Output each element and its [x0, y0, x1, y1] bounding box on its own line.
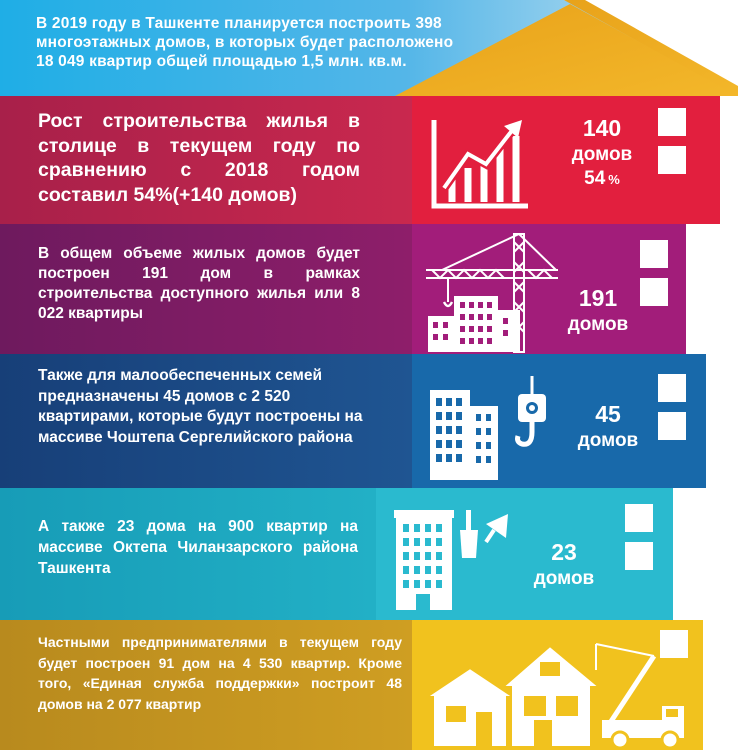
- band-lowincome-text: Также для малообеспеченных семей предназначены 45 домов с 2 520 квартирами, которые будут построены на массиве Чоштепа Сергелийского района: [38, 367, 363, 446]
- stat-unit: домов: [533, 567, 595, 589]
- band-growth: [0, 96, 720, 224]
- decor-square: [640, 240, 668, 268]
- decor-square: [658, 374, 686, 402]
- stat-number: 45: [595, 401, 621, 427]
- houses-crane-icon: [426, 640, 692, 750]
- band-growth-text: Рост строительства жилья в столице в текущем году по сравнению с 2018 годом составил 54%(+140 домов): [38, 110, 360, 206]
- stat-percent: 54 %: [584, 167, 620, 189]
- band-growth-stat: [556, 114, 648, 190]
- band-affordable-text: В общем объеме жилых домов будет построен 191 дом в рамках строительства доступного жилья или 8 022 квартиры: [38, 245, 360, 322]
- rising-chart-icon: [428, 118, 530, 212]
- building-tools-icon: [394, 506, 510, 610]
- stat-unit: домов: [571, 143, 633, 165]
- stat-unit: домов: [577, 429, 639, 451]
- band-oktepa: [0, 488, 673, 620]
- band-affordable-stat: [550, 284, 646, 337]
- stat-unit: домов: [567, 313, 629, 335]
- band-oktepa-stat: [516, 538, 612, 591]
- band-affordable: [0, 224, 686, 354]
- highrise-hook-icon: [426, 376, 548, 480]
- header-text: В 2019 году в Ташкенте планируется построить 398 многоэтажных домов, в которых будет расположено 18 049 квартир общей площадью 1,5 млн. кв.м.: [36, 15, 454, 70]
- band-lowincome: [0, 354, 706, 488]
- decor-square: [658, 146, 686, 174]
- stat-number: 191: [578, 285, 618, 311]
- decor-square: [640, 278, 668, 306]
- decor-square: [660, 630, 688, 658]
- stat-number: 23: [551, 539, 577, 565]
- stat-number: 140: [582, 115, 622, 141]
- decor-square: [658, 108, 686, 136]
- band-lowincome-stat: [568, 400, 648, 453]
- decor-square: [625, 542, 653, 570]
- band-oktepa-text: А также 23 дома на 900 квартир на массиве Октепа Чиланзарского района Ташкента: [38, 518, 358, 577]
- decor-square: [658, 412, 686, 440]
- band-private-text: Частными предпринимателями в текущем году будет построен 91 дом на 4 530 квартир. Кроме того, «Единая служба поддержки» построит 48 домов на 2 077 квартир: [38, 634, 402, 712]
- crane-building-icon: [422, 232, 560, 354]
- decor-square: [625, 504, 653, 532]
- band-private: [0, 620, 703, 750]
